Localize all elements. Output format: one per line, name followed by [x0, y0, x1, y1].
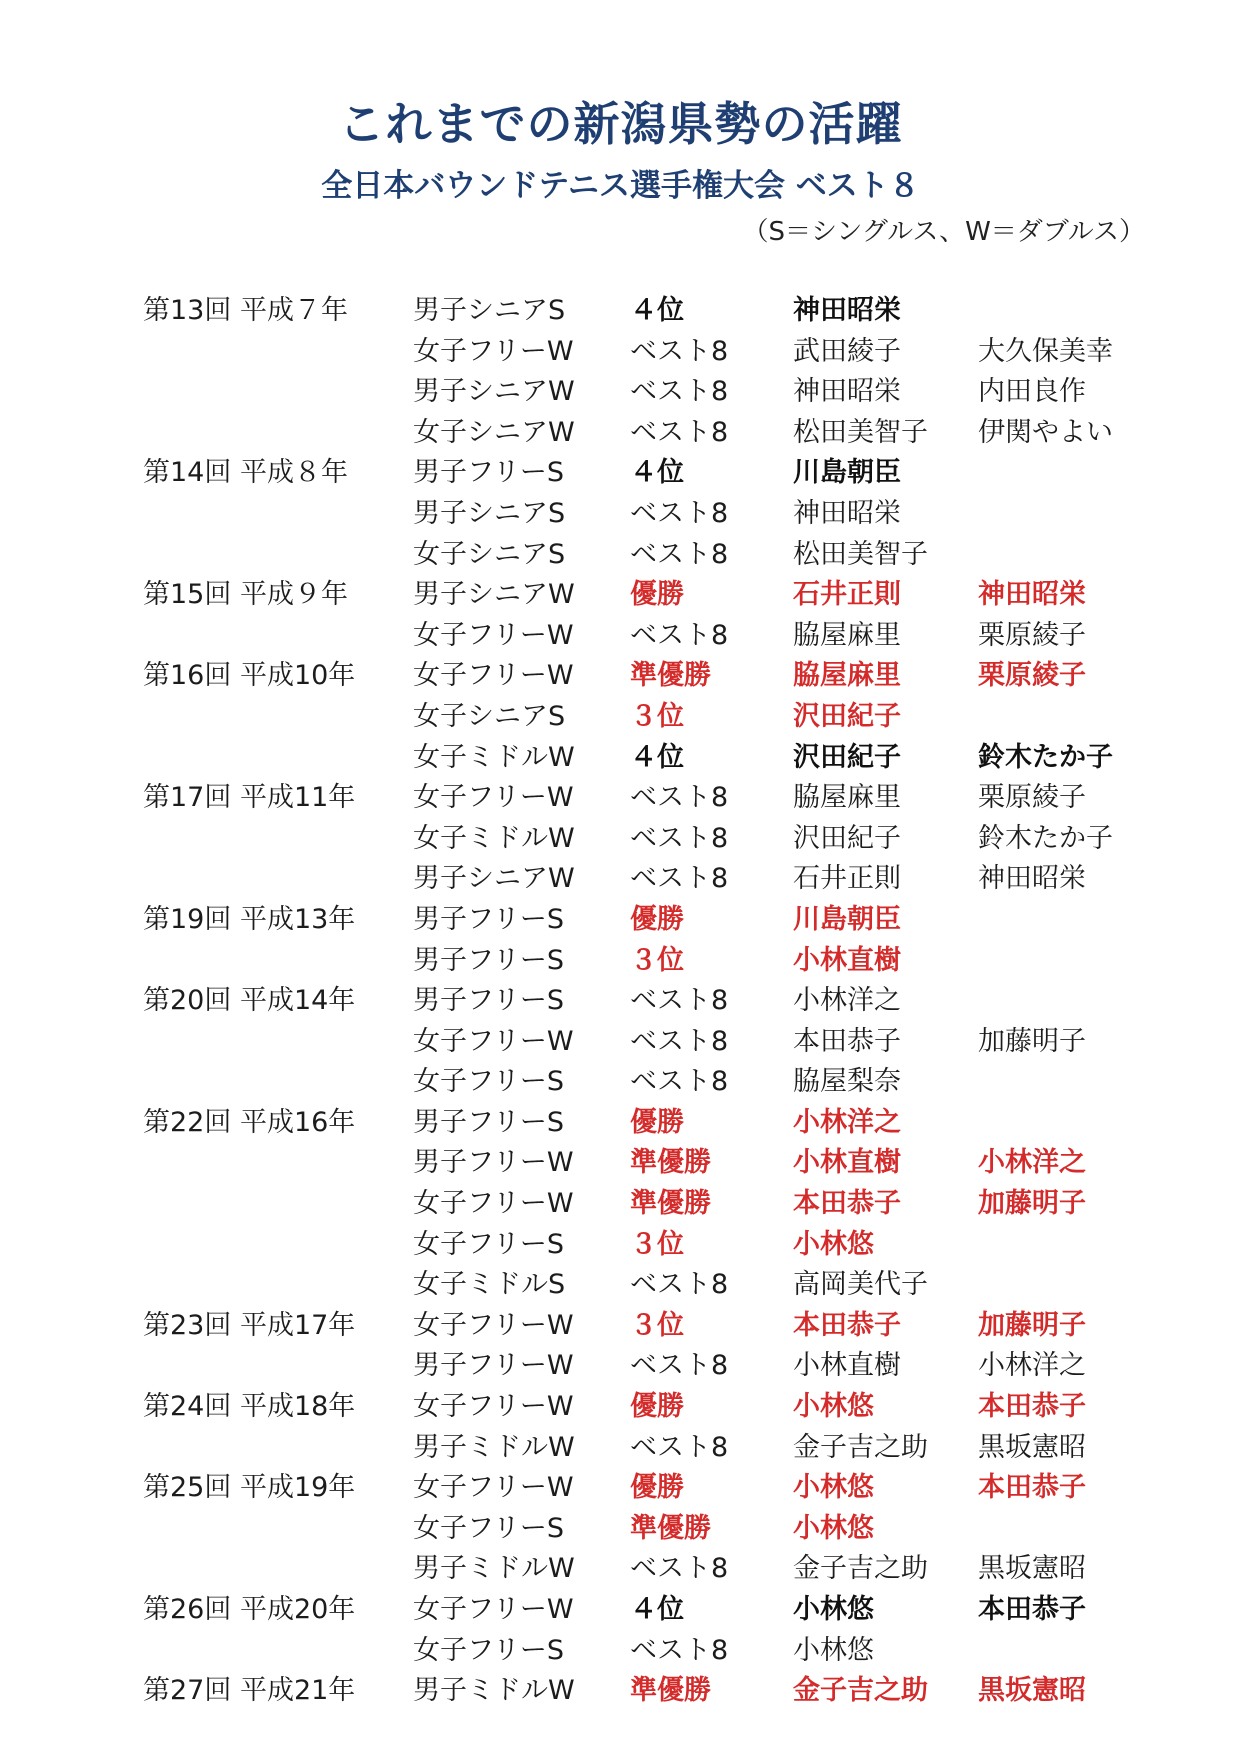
result-row	[0, 859, 1241, 900]
event-cell: 女子ミドルS	[413, 1269, 566, 1301]
player-1-cell: 小林悠	[793, 1228, 874, 1260]
player-1-cell: 脇屋麻里	[793, 782, 901, 814]
result-cell: ベスト8	[630, 1634, 729, 1666]
event-cell: 男子ミドルW	[413, 1553, 575, 1585]
player-2-cell: 伊関やよい	[978, 416, 1113, 448]
legend-note: （S＝シングルス、W＝ダブルス）	[742, 217, 1145, 247]
player-2-cell: 鈴木たか子	[978, 741, 1113, 773]
result-cell: ４位	[630, 457, 684, 489]
result-row	[0, 372, 1241, 413]
edition-cell: 第27回 平成21年	[143, 1675, 356, 1707]
event-cell: 男子ミドルW	[413, 1431, 575, 1463]
result-row	[0, 900, 1241, 941]
result-cell: ３位	[630, 1228, 684, 1260]
event-cell: 男子ミドルW	[413, 1675, 575, 1707]
event-cell: 女子フリーS	[413, 1512, 565, 1544]
result-cell: ベスト8	[630, 1553, 729, 1585]
result-cell: ４位	[630, 1594, 684, 1625]
event-cell: 女子シニアS	[413, 538, 566, 570]
player-2-cell: 大久保美幸	[978, 335, 1113, 367]
result-row	[0, 494, 1241, 535]
result-row	[0, 1062, 1241, 1103]
event-cell: 男子フリーW	[413, 1350, 574, 1382]
player-1-cell: 小林洋之	[793, 985, 901, 1017]
player-1-cell: 脇屋麻里	[793, 660, 901, 692]
player-1-cell: 小林直樹	[793, 944, 901, 976]
player-2-cell: 黒坂憲昭	[978, 1431, 1086, 1463]
event-cell: 女子シニアW	[413, 416, 575, 448]
player-1-cell: 脇屋麻里	[793, 619, 901, 651]
player-2-cell: 加藤明子	[978, 1188, 1086, 1220]
result-row	[0, 738, 1241, 779]
result-cell: 優勝	[630, 1472, 684, 1504]
event-cell: 女子フリーS	[413, 1066, 565, 1098]
player-1-cell: 川島朝臣	[793, 903, 901, 935]
result-cell: ベスト8	[630, 1431, 729, 1463]
result-cell: 準優勝	[630, 1188, 711, 1220]
event-cell: 女子フリーS	[413, 1634, 565, 1666]
result-row	[0, 656, 1241, 697]
event-cell: 女子フリーW	[413, 1309, 574, 1341]
event-cell: 女子フリーW	[413, 1594, 574, 1625]
edition-cell: 第23回 平成17年	[143, 1309, 356, 1341]
result-row	[0, 1387, 1241, 1428]
result-row	[0, 1590, 1241, 1631]
result-row	[0, 453, 1241, 494]
edition-cell: 第13回 平成７年	[143, 295, 348, 326]
player-2-cell: 加藤明子	[978, 1025, 1086, 1057]
result-cell: ベスト8	[630, 335, 729, 367]
player-1-cell: 松田美智子	[793, 538, 928, 570]
result-cell: 優勝	[630, 903, 684, 935]
player-2-cell: 鈴木たか子	[978, 822, 1113, 854]
event-cell: 男子シニアW	[413, 579, 575, 611]
result-cell: 準優勝	[630, 1675, 711, 1707]
event-cell: 女子フリーS	[413, 1228, 565, 1260]
player-1-cell: 小林悠	[793, 1472, 874, 1504]
event-cell: 男子シニアS	[413, 295, 566, 326]
player-1-cell: 小林悠	[793, 1512, 874, 1544]
player-1-cell: 高岡美代子	[793, 1269, 928, 1301]
edition-cell: 第25回 平成19年	[143, 1472, 356, 1504]
result-cell: ３位	[630, 700, 684, 732]
player-2-cell: 本田恭子	[978, 1594, 1086, 1625]
result-row	[0, 1103, 1241, 1144]
event-cell: 男子フリーS	[413, 1106, 565, 1138]
player-1-cell: 石井正則	[793, 863, 901, 895]
player-1-cell: 本田恭子	[793, 1188, 901, 1220]
result-row	[0, 778, 1241, 819]
event-cell: 女子フリーW	[413, 335, 574, 367]
result-row	[0, 1184, 1241, 1225]
result-row	[0, 413, 1241, 454]
result-row	[0, 616, 1241, 657]
page-title: これまでの新潟県勢の活躍	[338, 97, 903, 151]
result-row	[0, 1346, 1241, 1387]
result-row	[0, 332, 1241, 373]
player-2-cell: 神田昭栄	[978, 863, 1086, 895]
edition-cell: 第16回 平成10年	[143, 660, 356, 692]
edition-cell: 第19回 平成13年	[143, 903, 356, 935]
result-cell: ベスト8	[630, 1025, 729, 1057]
player-2-cell: 栗原綾子	[978, 660, 1086, 692]
player-2-cell: 小林洋之	[978, 1147, 1086, 1179]
event-cell: 男子シニアS	[413, 497, 566, 529]
result-row	[0, 941, 1241, 982]
player-1-cell: 石井正則	[793, 579, 901, 611]
edition-cell: 第20回 平成14年	[143, 985, 356, 1017]
result-cell: ベスト8	[630, 782, 729, 814]
player-1-cell: 沢田紀子	[793, 822, 901, 854]
player-2-cell: 加藤明子	[978, 1309, 1086, 1341]
result-row	[0, 1225, 1241, 1266]
player-1-cell: 神田昭栄	[793, 376, 901, 408]
result-row	[0, 1022, 1241, 1063]
player-1-cell: 金子吉之助	[793, 1431, 928, 1463]
result-cell: 優勝	[630, 579, 684, 611]
edition-cell: 第17回 平成11年	[143, 782, 356, 814]
result-row	[0, 291, 1241, 332]
result-cell: 優勝	[630, 1391, 684, 1423]
edition-cell: 第26回 平成20年	[143, 1594, 356, 1625]
player-2-cell: 栗原綾子	[978, 619, 1086, 651]
event-cell: 男子シニアW	[413, 376, 575, 408]
player-1-cell: 本田恭子	[793, 1025, 901, 1057]
page-subtitle: 全日本バウンドテニス選手権大会 ベスト８	[321, 168, 920, 204]
edition-cell: 第22回 平成16年	[143, 1106, 356, 1138]
event-cell: 女子フリーW	[413, 782, 574, 814]
player-2-cell: 本田恭子	[978, 1472, 1086, 1504]
edition-cell: 第14回 平成８年	[143, 457, 348, 489]
edition-cell: 第15回 平成９年	[143, 579, 348, 611]
result-row	[0, 1428, 1241, 1469]
player-1-cell: 神田昭栄	[793, 295, 901, 326]
result-cell: ベスト8	[630, 1066, 729, 1098]
player-1-cell: 武田綾子	[793, 335, 901, 367]
edition-cell: 第24回 平成18年	[143, 1391, 356, 1423]
event-cell: 男子フリーS	[413, 903, 565, 935]
event-cell: 男子シニアW	[413, 863, 575, 895]
event-cell: 女子シニアS	[413, 700, 566, 732]
event-cell: 男子フリーS	[413, 985, 565, 1017]
result-cell: 準優勝	[630, 660, 711, 692]
result-cell: ベスト8	[630, 619, 729, 651]
result-cell: ４位	[630, 295, 684, 326]
event-cell: 男子フリーW	[413, 1147, 574, 1179]
player-2-cell: 栗原綾子	[978, 782, 1086, 814]
result-row	[0, 1631, 1241, 1672]
event-cell: 女子ミドルW	[413, 822, 575, 854]
player-1-cell: 小林悠	[793, 1594, 874, 1625]
player-1-cell: 川島朝臣	[793, 457, 901, 489]
result-cell: ベスト8	[630, 822, 729, 854]
result-cell: ベスト8	[630, 538, 729, 570]
result-cell: ４位	[630, 741, 684, 773]
result-row	[0, 1509, 1241, 1550]
player-1-cell: 小林直樹	[793, 1147, 901, 1179]
result-row	[0, 1143, 1241, 1184]
player-2-cell: 小林洋之	[978, 1350, 1086, 1382]
result-row	[0, 981, 1241, 1022]
player-1-cell: 小林直樹	[793, 1350, 901, 1382]
event-cell: 女子フリーW	[413, 660, 574, 692]
event-cell: 男子フリーS	[413, 944, 565, 976]
result-row	[0, 1306, 1241, 1347]
event-cell: 男子フリーS	[413, 457, 565, 489]
result-row	[0, 1265, 1241, 1306]
result-cell: ３位	[630, 944, 684, 976]
result-row	[0, 1671, 1241, 1712]
event-cell: 女子フリーW	[413, 1188, 574, 1220]
player-2-cell: 黒坂憲昭	[978, 1553, 1086, 1585]
result-cell: 準優勝	[630, 1512, 711, 1544]
player-1-cell: 松田美智子	[793, 416, 928, 448]
player-1-cell: 小林悠	[793, 1391, 874, 1423]
result-row	[0, 575, 1241, 616]
result-cell: ベスト8	[630, 376, 729, 408]
result-cell: ベスト8	[630, 985, 729, 1017]
event-cell: 女子フリーW	[413, 1472, 574, 1504]
result-cell: ベスト8	[630, 1269, 729, 1301]
result-row	[0, 1468, 1241, 1509]
result-cell: 優勝	[630, 1106, 684, 1138]
player-2-cell: 内田良作	[978, 376, 1086, 408]
player-1-cell: 脇屋梨奈	[793, 1066, 901, 1098]
results-table	[0, 291, 1241, 1712]
player-2-cell: 本田恭子	[978, 1391, 1086, 1423]
player-1-cell: 小林悠	[793, 1634, 874, 1666]
result-cell: 準優勝	[630, 1147, 711, 1179]
result-cell: ベスト8	[630, 1350, 729, 1382]
event-cell: 女子フリーW	[413, 1025, 574, 1057]
event-cell: 女子フリーW	[413, 619, 574, 651]
player-2-cell: 神田昭栄	[978, 579, 1086, 611]
player-1-cell: 沢田紀子	[793, 700, 901, 732]
result-cell: ３位	[630, 1309, 684, 1341]
result-row	[0, 535, 1241, 576]
result-row	[0, 697, 1241, 738]
player-1-cell: 金子吉之助	[793, 1553, 928, 1585]
player-1-cell: 小林洋之	[793, 1106, 901, 1138]
player-1-cell: 金子吉之助	[793, 1675, 928, 1707]
result-row	[0, 819, 1241, 860]
result-cell: ベスト8	[630, 863, 729, 895]
result-row	[0, 1549, 1241, 1590]
player-1-cell: 本田恭子	[793, 1309, 901, 1341]
player-2-cell: 黒坂憲昭	[978, 1675, 1086, 1707]
player-1-cell: 沢田紀子	[793, 741, 901, 773]
result-cell: ベスト8	[630, 416, 729, 448]
event-cell: 女子フリーW	[413, 1391, 574, 1423]
result-cell: ベスト8	[630, 497, 729, 529]
player-1-cell: 神田昭栄	[793, 497, 901, 529]
event-cell: 女子ミドルW	[413, 741, 575, 773]
